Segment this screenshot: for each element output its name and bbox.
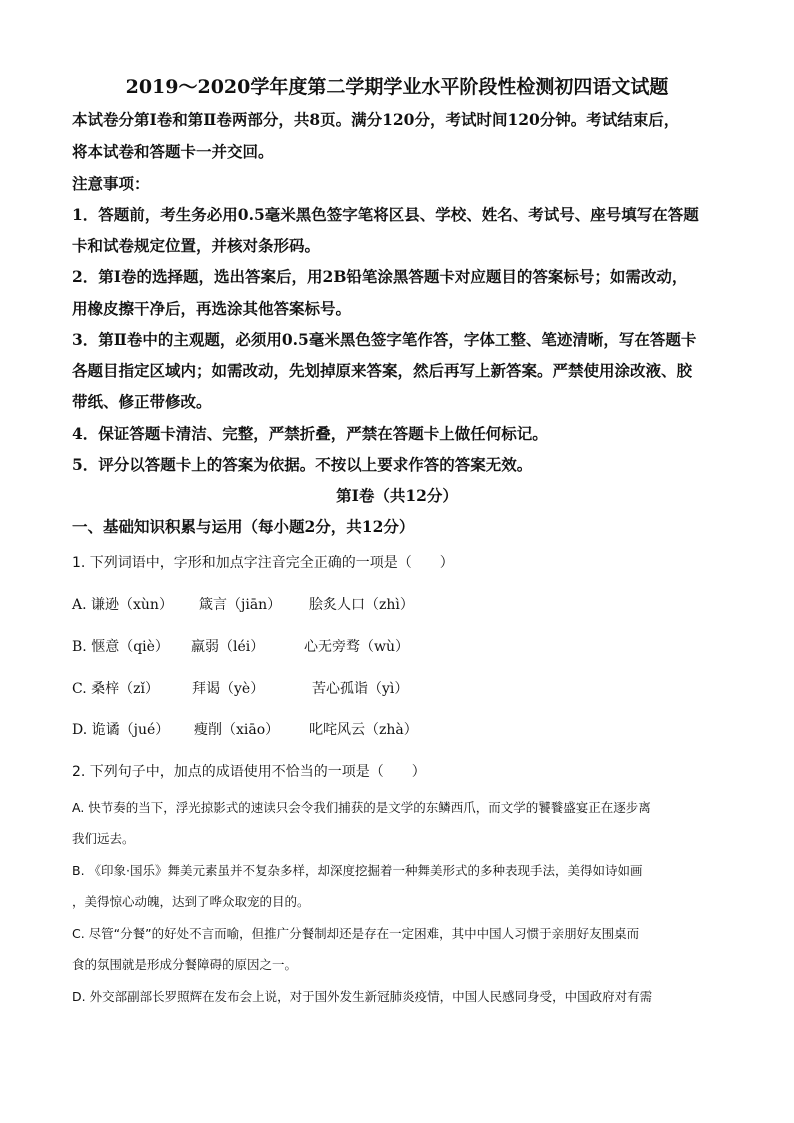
option-word: C. 桑梓（zǐ） (72, 681, 159, 697)
q2-line: B. 《印象·国乐》舞美元素虽并不复杂多样，却深度挖掘着一种舞美形式的多种表现手法，美得如诗如画 (72, 863, 643, 878)
option-word: 苦心孤诣（yì） (312, 681, 409, 697)
notice-heading: 注意事项： (72, 174, 150, 193)
question-1-stem: 1. 下列词语中，字形和加点字注音完全正确的一项是（ ） (72, 555, 454, 571)
notice-line: 4．保证答题卡清洁、完整，严禁折叠，严禁在答题卡上做任何标记。 (72, 424, 548, 443)
notice-line: 3．第Ⅱ卷中的主观题，必须用0.5毫米黑色签字笔作答，字体工整、笔迹清晰，写在答题卡 (72, 330, 697, 349)
exam-title: 2019～2020学年度第二学期学业水平阶段性检测初四语文试题 (125, 76, 669, 98)
q2-line: C. 尽管“分餐”的好处不言而喻，但推广分餐制却还是存在一定困难，其中中国人习惯于亲朋好友围桌而 (72, 926, 640, 941)
q1-option-d (72, 719, 722, 739)
section-title: 第Ⅰ卷（共12分） (336, 486, 458, 505)
option-word: 箴言（jiān） (199, 597, 282, 613)
q1-option-a (72, 594, 722, 614)
option-word: 瘦削（xiāo） (194, 722, 280, 738)
intro-line-2: 将本试卷和答题卡一并交回。 (72, 142, 274, 161)
notice-line: 5．评分以答题卡上的答案为依据。不按以上要求作答的答案无效。 (72, 455, 533, 474)
intro-line-1: 本试卷分第Ⅰ卷和第Ⅱ卷两部分，共8页。满分120分，考试时间120分钟。考试结束后， (72, 110, 680, 129)
q2-line: D. 外交部副部长罗照辉在发布会上说，对于国外发生新冠肺炎疫情，中国人民感同身受，中国政府对有需 (72, 989, 653, 1004)
q1-option-c (72, 678, 722, 698)
notice-line: 2．第Ⅰ卷的选择题，选出答案后，用2B铅笔涂黑答题卡对应题目的答案标号；如需改动， (72, 267, 688, 286)
notice-line: 带纸、修正带修改。 (72, 392, 212, 411)
q1-option-b (72, 636, 722, 656)
q2-line: A. 快节奏的当下，浮光掠影式的速读只会令我们捕获的是文学的东鳞西爪，而文学的饕餮盛宴正在逐步离 (72, 800, 651, 815)
option-word: 拜谒（yè） (192, 681, 265, 697)
question-2-stem: 2. 下列句子中，加点的成语使用不恰当的一项是（ ） (72, 764, 426, 780)
q2-line: 我们远去。 (72, 831, 135, 846)
option-word: A. 谦逊（xùn） (72, 597, 173, 613)
option-word: B. 惬意（qiè） (72, 639, 169, 655)
notice-line: 用橡皮擦干净后，再选涂其他答案标号。 (72, 299, 352, 318)
notice-line: 1．答题前，考生务必用0.5毫米黑色签字笔将区县、学校、姓名、考试号、座号填写在答题 (72, 205, 699, 224)
notice-line: 各题目指定区域内；如需改动，先划掉原来答案，然后再写上新答案。严禁使用涂改液、胶 (72, 361, 693, 380)
q2-line: ，美得惊心动魄，达到了哗众取宠的目的。 (72, 894, 310, 909)
option-word: D. 诡谲（jué） (72, 722, 170, 738)
option-word: 叱咤风云（zhà） (309, 722, 418, 738)
option-word: 心无旁骛（wù） (304, 639, 409, 655)
q2-line: 食的氛围就是形成分餐障碍的原因之一。 (72, 957, 298, 972)
option-word: 脍炙人口（zhì） (309, 597, 414, 613)
part-heading: 一、基础知识积累与运用（每小题2分，共12分） (72, 517, 415, 536)
notice-line: 卡和试卷规定位置，并核对条形码。 (72, 236, 321, 255)
option-word: 羸弱（léi） (191, 639, 265, 655)
